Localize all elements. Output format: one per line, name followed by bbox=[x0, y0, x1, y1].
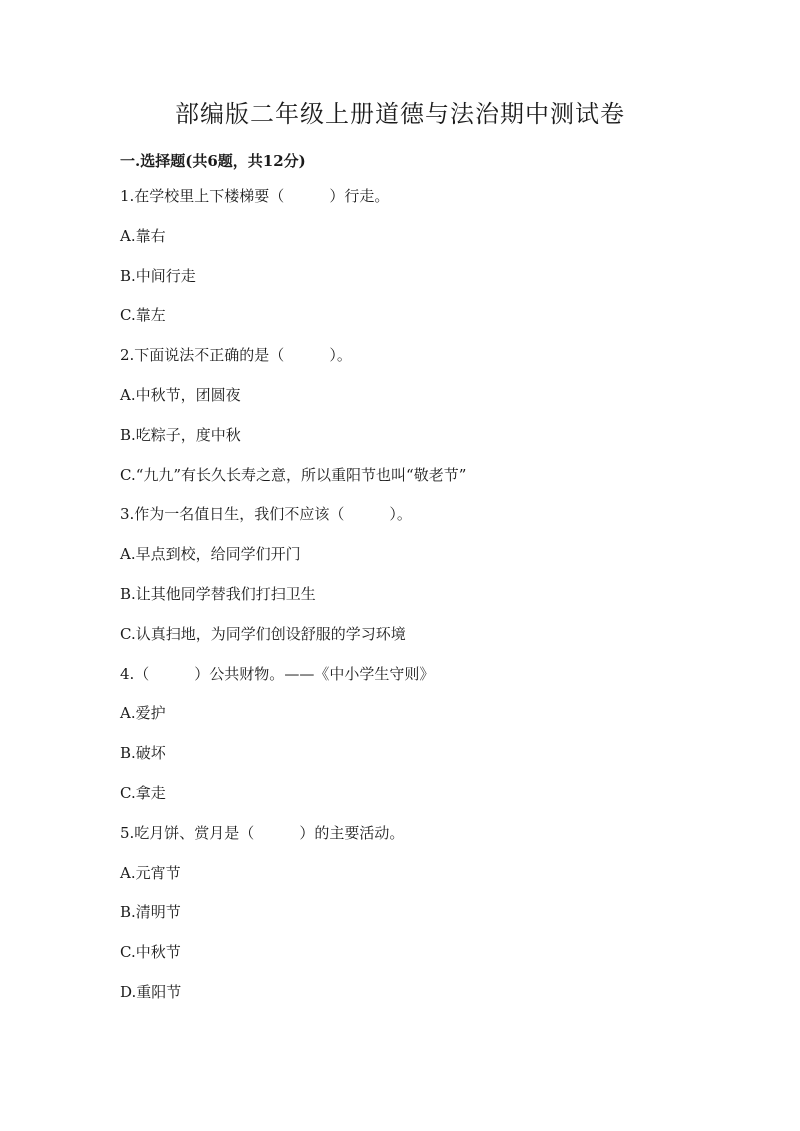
question-1-stem: 1.在学校里上下楼梯要（ ）行走。 bbox=[120, 187, 390, 205]
question-5-option-a: A.元宵节 bbox=[120, 863, 181, 882]
question-1-option-a: A.靠右 bbox=[120, 226, 166, 245]
question-5-option-d: D.重阳节 bbox=[120, 982, 182, 1001]
question-4-option-b: B.破坏 bbox=[120, 744, 166, 763]
question-3-option-a: A.早点到校，给同学们开门 bbox=[120, 545, 301, 564]
document-title: 部编版二年级上册道德与法治期中测试卷 bbox=[175, 100, 625, 128]
question-4-stem: 4.（ ）公共财物。——《中小学生守则》 bbox=[120, 664, 435, 683]
question-2-option-b: B.吃粽子，度中秋 bbox=[120, 425, 241, 444]
question-list bbox=[120, 186, 720, 1022]
question-4-option-a: A.爱护 bbox=[120, 704, 166, 723]
question-1-option-b: B.中间行走 bbox=[120, 266, 196, 285]
question-2-stem: 2.下面说法不正确的是（ ）。 bbox=[120, 346, 352, 365]
question-3-option-c: C.认真扫地，为同学们创设舒服的学习环境 bbox=[120, 624, 406, 643]
question-2-option-c: C.“九九”有长久长寿之意，所以重阳节也叫“敬老节” bbox=[120, 465, 467, 484]
question-3-option-b: B.让其他同学替我们打扫卫生 bbox=[120, 584, 316, 603]
question-5-stem: 5.吃月饼、赏月是（ ）的主要活动。 bbox=[120, 823, 405, 842]
question-5-option-b: B.清明节 bbox=[120, 903, 181, 922]
question-5-option-c: C.中秋节 bbox=[120, 943, 181, 962]
question-2-option-a: A.中秋节，团圆夜 bbox=[120, 385, 241, 404]
question-1-option-c: C.靠左 bbox=[120, 306, 166, 325]
question-4-option-c: C.拿走 bbox=[120, 783, 166, 802]
section-heading: 一.选择题(共6题，共12分) bbox=[120, 152, 306, 170]
question-3-stem: 3.作为一名值日生，我们不应该（ ）。 bbox=[120, 505, 412, 524]
